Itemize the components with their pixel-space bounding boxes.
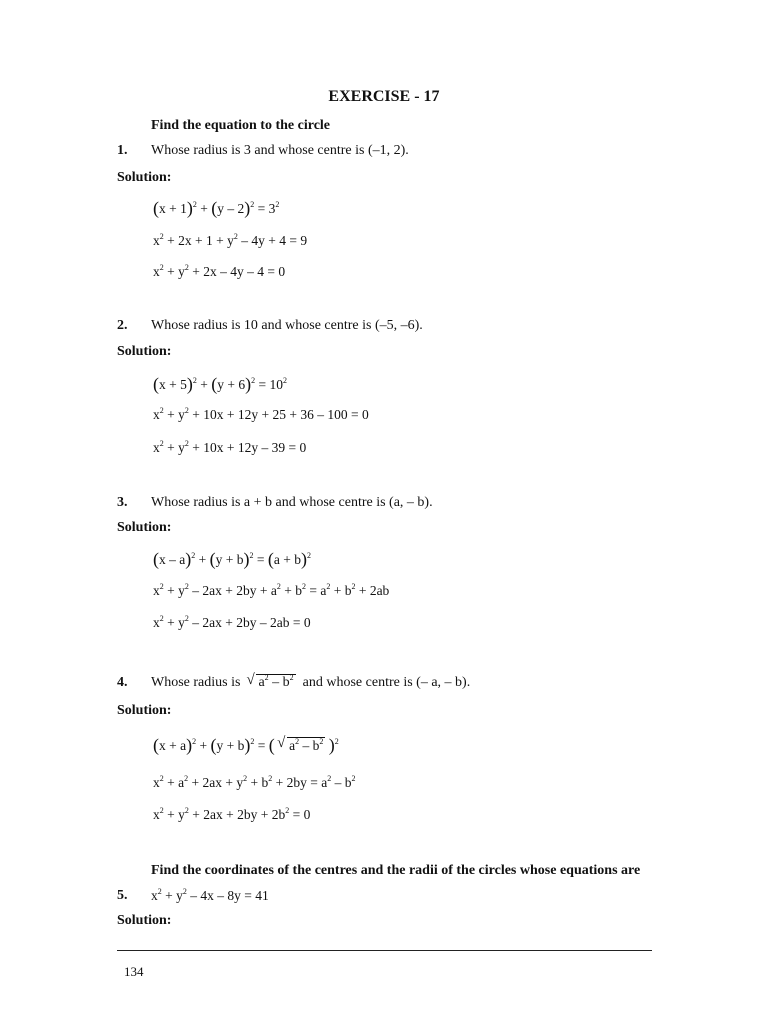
problem-number: 1. [117,143,128,158]
instruction-heading: Find the equation to the circle [151,118,331,133]
problem-statement: Whose radius is √ $a^2 - b^2$ and whose centre is (– a, – b). [151,675,470,691]
problem-number: 5. [117,888,128,903]
instruction-heading: Find the coordinates of the centres and the radii of the circles whose equations are [151,863,641,878]
equation-step: $x^2 + y^2 + 2x - 4y - 4 = 0$ [153,263,286,279]
solution-label: Solution: [117,170,172,185]
equation-step: $(x + a)^2 + (y + b)^2$ = ( √ $a^2 - b^2$ )$^2$ [153,735,339,756]
footer-rule [117,950,652,951]
equation-step: $x^2 + y^2 - 2ax + 2by + a^2 + b^2 = a^2 + b^2 + 2ab$ [153,582,390,598]
equation-step: $x^2 + y^2 + 10x + 12y - 39 = 0$ [153,439,307,455]
square-root: √ $a^2 - b^2$ [247,675,295,691]
problem-statement: Whose radius is 10 and whose centre is (–5, –6). [151,318,423,333]
solution-label: Solution: [117,520,172,535]
equation-step: $(x - a)^2 + (y + b)^2 = (a + b)^2$ [153,549,311,569]
problem-statement: Whose radius is a + b and whose centre is (a, – b). [151,495,433,510]
equation-step: $x^2 + y^2 - 2ax + 2by - 2ab = 0$ [153,614,311,630]
equation-step: $(x + 5)^2 + (y + 6)^2 = 10^2$ [153,374,287,394]
problem-number: 3. [117,495,128,510]
page-number: 134 [124,964,144,979]
solution-label: Solution: [117,703,172,718]
problem-statement: Whose radius is 3 and whose centre is (–1, 2). [151,143,409,158]
equation-step: $x^2 + a^2 + 2ax + y^2 + b^2 + 2by = a^2 - b^2$ [153,774,356,790]
equation-step: $x^2 + y^2 + 2ax + 2by + 2b^2 = 0$ [153,806,311,822]
equation-step: $(x + 1)^2 + (y - 2)^2 = 3^2$ [153,198,280,218]
problem-number: 2. [117,318,128,333]
solution-label: Solution: [117,913,172,928]
exercise-title: EXERCISE - 17 [328,88,440,105]
problem-number: 4. [117,675,128,690]
problem-statement: $x^2 + y^2 - 4x - 8y = 41$ [151,887,269,903]
equation-step: $x^2 + 2x + 1 + y^2 - 4y + 4 = 9$ [153,232,308,248]
equation-step: $x^2 + y^2 + 10x + 12y + 25 + 36 - 100 = 0$ [153,406,369,422]
solution-label: Solution: [117,344,172,359]
